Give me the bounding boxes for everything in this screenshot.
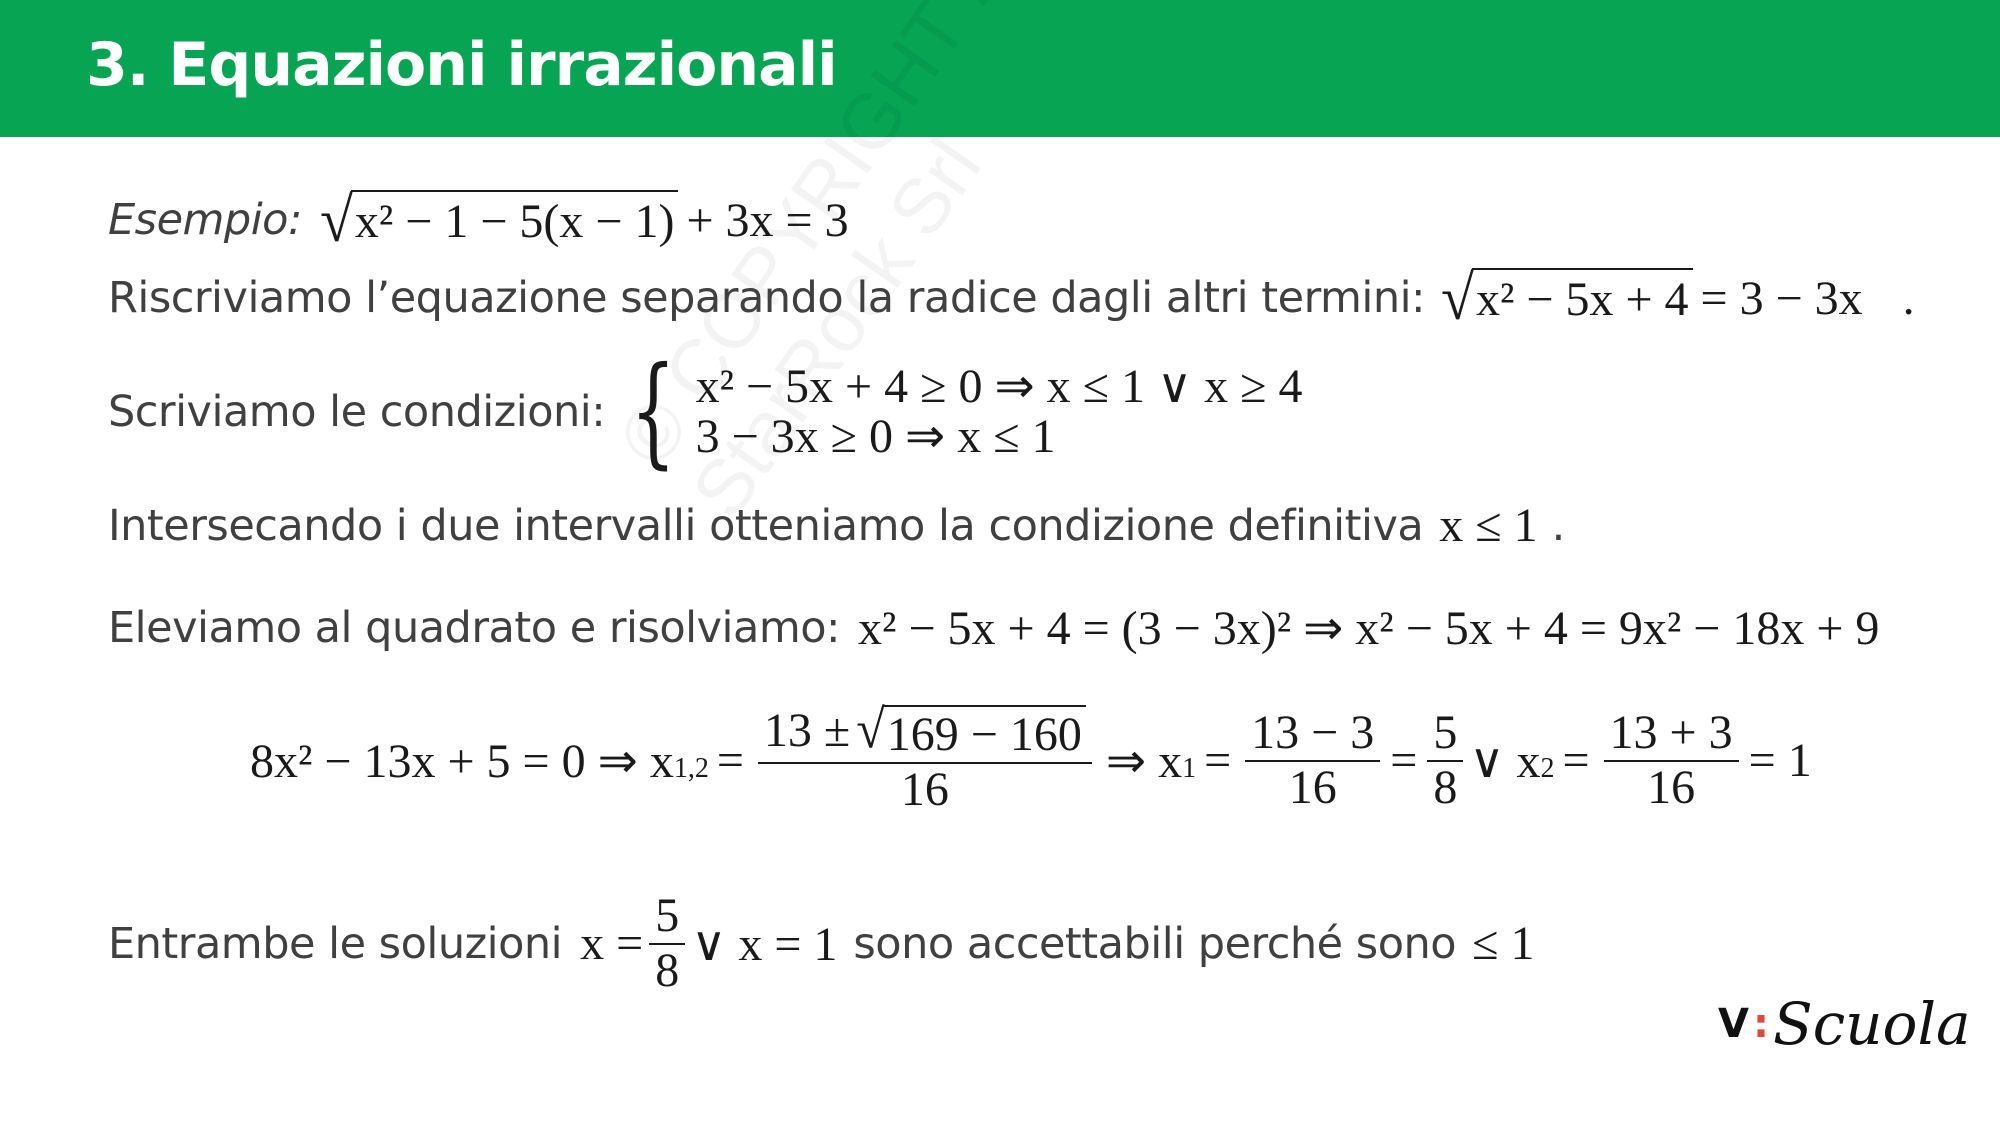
solve-sub12: 1,2 (673, 752, 709, 784)
conclusion-fraction-num: 5 (655, 889, 680, 942)
rewrite-line (108, 263, 1915, 333)
rewrite-equation (1441, 263, 1915, 333)
square-line (108, 600, 1879, 656)
quadratic-fraction (758, 700, 1092, 817)
fraction-x1-num: 13 − 3 (1251, 706, 1375, 759)
fraction-x1 (1245, 707, 1380, 815)
condition-row-1: x² − 5x + 4 ≥ 0 ⇒ x ≤ 1 ∨ x ≥ 4 (695, 359, 1303, 413)
quadratic-num-a: 13 ± (763, 704, 851, 757)
solve-mid: ⇒ x (1105, 734, 1183, 788)
example-equation (319, 185, 849, 255)
solve-eq4: = (1562, 734, 1590, 788)
conclusion-fraction (649, 890, 685, 998)
logo-v: V (1718, 1001, 1749, 1047)
solve-sub2: 2 (1540, 752, 1555, 784)
fraction-five-eighths-num: 5 (1433, 706, 1458, 759)
left-brace-icon: { (630, 342, 677, 481)
sqrt-symbol: √ x² − 1 − 5(x − 1) (320, 190, 679, 250)
condition-row-2: 3 − 3x ≥ 0 ⇒ x ≤ 1 (695, 410, 1056, 463)
square-text: Eleviamo al quadrato e risolviamo: (108, 603, 841, 653)
solve-equation (250, 700, 1812, 817)
fraction-five-eighths-den: 8 (1427, 760, 1463, 815)
rewrite-text: Riscriviamo l’equazione separando la radice dagli altri termini: (108, 273, 1426, 323)
conclusion-math (580, 890, 837, 998)
solve-line (250, 700, 1812, 817)
conclusion-text-2: sono accettabili perché sono (853, 918, 1457, 969)
rewrite-end: . (1902, 271, 1915, 325)
solve-eq: = (716, 734, 744, 788)
rewrite-radicand: x² − 5x + 4 (1472, 268, 1693, 328)
fraction-x2-num: 13 + 3 (1609, 706, 1733, 759)
solve-lhs: 8x² − 13x + 5 = 0 ⇒ x (250, 734, 674, 788)
quadratic-den: 16 (758, 762, 1092, 817)
solve-eq2: = (1204, 734, 1232, 788)
square-math: x² − 5x + 4 = (3 − 3x)² ⇒ x² − 5x + 4 = 9x² − 18x + 9 (858, 602, 1880, 655)
fraction-five-eighths (1427, 707, 1463, 815)
solve-end: = 1 (1748, 734, 1812, 788)
conclusion-cond: ≤ 1 (1472, 917, 1535, 971)
conclusion-line (108, 890, 1534, 998)
logo-scuola: Scuola (1772, 990, 1971, 1058)
conditions-line (108, 342, 1303, 481)
solve-sub1: 1 (1182, 752, 1197, 784)
fraction-x2 (1604, 707, 1739, 815)
sqrt-symbol: √ x² − 5x + 4 (1441, 268, 1692, 328)
conditions-system (615, 342, 1303, 481)
vscuola-logo (1718, 990, 1971, 1058)
logo-colon: : (1752, 1001, 1769, 1047)
page-title: 3. Equazioni irrazionali (86, 30, 837, 100)
intersect-line (108, 498, 1565, 553)
conclusion-text-1: Entrambe le soluzioni (108, 918, 563, 969)
solve-eq3: = (1390, 734, 1418, 788)
example-radicand: x² − 1 − 5(x − 1) (351, 190, 679, 250)
intersect-math: x ≤ 1 (1439, 499, 1538, 552)
solve-or: ∨ x (1469, 734, 1541, 788)
example-label: Esempio: (108, 195, 302, 245)
conclusion-fraction-den: 8 (649, 943, 685, 998)
quadratic-radicand: 169 − 160 (883, 705, 1086, 762)
title-bar (0, 0, 2000, 137)
intersect-end: . (1551, 500, 1565, 551)
fraction-x2-den: 16 (1604, 760, 1739, 815)
conclusion-or: ∨ x = 1 (691, 917, 838, 971)
conclusion-x-eq: x = (580, 917, 644, 971)
sqrt-symbol: √ 169 − 160 (856, 705, 1086, 762)
fraction-x1-den: 16 (1245, 760, 1380, 815)
conditions-text: Scriviamo le condizioni: (108, 387, 606, 437)
example-line (108, 185, 849, 255)
rewrite-rest: = 3 − 3x (1700, 271, 1863, 325)
example-rest: + 3x = 3 (686, 193, 849, 247)
intersect-text: Intersecando i due intervalli otteniamo la condizione definitiva (108, 500, 1424, 551)
